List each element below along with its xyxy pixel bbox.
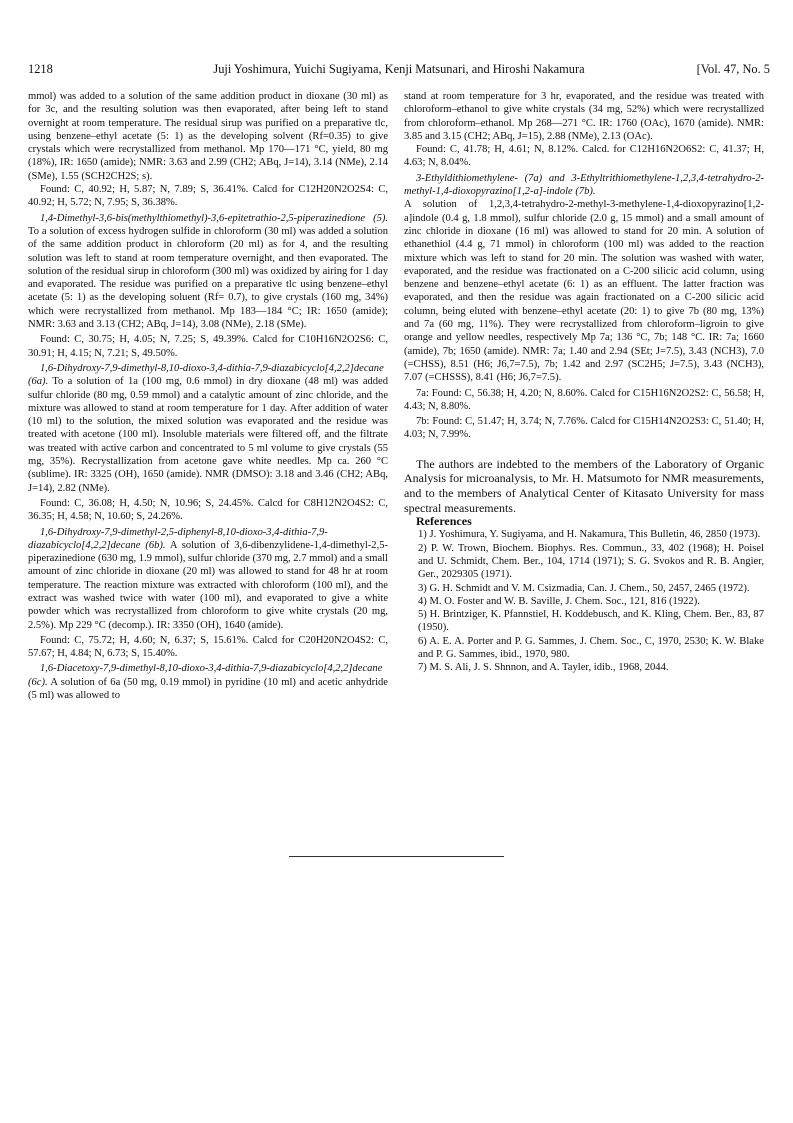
- compound-paragraph: [28, 662, 388, 702]
- compound-paragraph: [28, 526, 388, 632]
- compound-title: 3-Ethyldithiomethylene- (7a) and 3-Ethyltrithiomethylene-1,2,3,4-tetrahydro-2-methyl-1,4-dioxopyrazino[1,2-a]-indole (7b).: [404, 172, 764, 198]
- reference-item: 1) J. Yoshimura, Y. Sugiyama, and H. Nakamura, This Bulletin, 46, 2850 (1973).: [418, 529, 761, 541]
- right-column: [404, 90, 764, 675]
- reference-list: [404, 528, 764, 674]
- reference-item: 6) A. E. A. Porter and P. G. Sammes, J. Chem. Soc., C, 1970, 2530; K. W. Blake and P. G. Sammes, ibid., 1970, 980.: [418, 635, 764, 661]
- reference-item: 3) G. H. Schmidt and V. M. Csizmadia, Can. J. Chem., 50, 2457, 2465 (1972).: [418, 582, 750, 594]
- compound-paragraph: [28, 362, 388, 495]
- compound-procedure: A solution of 6a (50 mg, 0.19 mmol) in pyridine (10 ml) and acetic anhydride (5 ml) was allowed to: [28, 676, 388, 702]
- analysis-paragraph: Found: C, 36.08; H, 4.50; N, 10.96; S, 24.45%. Calcd for C8H12N2O4S2: C, 36.35; H, 4.58; N, 10.60; S, 24.26%.: [28, 497, 388, 523]
- page-number: 1218: [28, 62, 53, 76]
- running-header: [28, 62, 770, 80]
- analysis-paragraph: 7b: Found: C, 51.47; H, 3.74; N, 7.76%. Calcd for C15H14N2O2S3: C, 51.40; H, 4.03; N, 7.99%.: [404, 416, 764, 441]
- acknowledgement: The authors are indebted to the members of the Laboratory of Organic Analysis for microanalysis, to Mr. H. Matsumoto for NMR measurements, and to the members of Analytical Center of Kitasato University for mass spectral measurements.: [404, 456, 764, 515]
- reference-item: 2) P. W. Trown, Biochem. Biophys. Res. Commun., 33, 402 (1968); H. Poisel and U. Schmidt, Chem. Ber., 104, 1714 (1971); S. G. Svokos and R. B. Angier, Ger., 2029305 (1971).: [418, 542, 764, 581]
- analysis-paragraph: Found: C, 40.92; H, 5.87; N, 7.89; S, 36.41%. Calcd for C12H20N2O2S4: C, 40.92; H, 5.72; N, 7.95; S, 36.38%.: [28, 184, 388, 209]
- reference-item: 4) M. O. Foster and W. B. Saville, J. Chem. Soc., 121, 816 (1922).: [418, 595, 700, 607]
- compound-title: 1,6-Dihydroxy-7,9-dimethyl-8,10-dioxo-3,4-dithia-7,9-diazabicyclo[4,2,2]decane (6a).: [28, 362, 384, 388]
- compound-paragraph: [404, 172, 764, 199]
- analysis-paragraph: Found: C, 75.72; H, 4.60; N, 6.37; S, 15.61%. Calcd for C20H20N2O4S2: C, 57.67; H, 4.84; N, 6.73; S, 15.40%.: [28, 634, 388, 660]
- running-title-authors: Juji Yoshimura, Yuichi Sugiyama, Kenji Matsunari, and Hiroshi Nakamura: [213, 62, 585, 76]
- compound-paragraph: [28, 212, 388, 332]
- compound-title: 1,4-Dimethyl-3,6-bis(methylthiomethyl)-3,6-epitetrathio-2,5-piperazinedione (5).: [40, 212, 388, 224]
- reference-item: 7) M. S. Ali, J. S. Shnnon, and A. Tayler, idib., 1968, 2044.: [418, 662, 669, 674]
- compound-procedure: A solution of 1,2,3,4-tetrahydro-2-methyl-3-methylene-1,4-dioxopyrazino[1,2-a]indole (0.4 g, 1.8 mmol), sulfur chloride (2.0 g, 15 mmol) and a small amount of zinc chloride in dioxane (16 ml) was allowed to stand for 20 min. A solution of ethanethiol (4.4 g, 71 mmol) in chloroform (100 ml) was added to the reaction mixture which was left to stand for 20 min. The solution was washed with water, evaporated, and the residue was fractionated on a C-200 silicic acid column, using benzene and benzene–ethyl acetate (6: 1) as an effluent. The latter fraction was evaporated, and then the residue was again fractionated on a C-200 silicic acid column, being eluted with benzene–ethyl acetate (20: 1) to give 7b (80 mg, 13%) and 7a (60 mg, 11%). They were recrystallized from chloroform–ligroin to give orange and yellow needles, respectively Mp 7a; 136 °C, 7b; 148 °C. IR: 7a; 1660 (amide), 7b; 1650 (amide). NMR: 7a; 1.40 and 2.94 (SEt; J=7.5), 3.43 (NCH3), 7.0 (=CHSS), 8.51 (H6; J6,7=7.5), 7b; 1.42 and 2.97 (SC2H5; J=7.5), 3.43 (NCH3), 7.07 (=CHSSS), 8.41 (H6; J6,7=7.5).: [404, 199, 764, 384]
- volume-issue: [Vol. 47, No. 5: [696, 62, 770, 76]
- compound-title: 1,6-Dihydroxy-7,9-dimethyl-2,5-diphenyl-8,10-dioxo-3,4-dithia-7,9-diazabicyclo[4,2,2]decane (6b).: [28, 526, 328, 551]
- compound-procedure: To a solution of 1a (100 mg, 0.6 mmol) in dry dioxane (48 ml) was added sulfur chloride (80 mg, 0.59 mmol) and a catalytic amount of zinc chloride, and the mixture was allowed to stand at room temperature for 1 day. After addition of water (10 ml) to the solution, the mixed solution was evaporated and the residue was treated with acetone (100 ml). Insoluble materials were filtered off, and the filtrate was treated with active carbon and concentrated to 5 ml volume to give crystals (55 mg, 35%). Recrystallization from acetone gave white needles. Mp ca. 260 °C (sublime). IR: 3325 (OH), 1650 (amide). NMR (DMSO): 3.18 and 3.46 (CH2; ABq, J=14), 2.82 (NMe).: [28, 376, 388, 494]
- left-column: [28, 90, 388, 702]
- analysis-paragraph: Found: C, 30.75; H, 4.05; N, 7.25; S, 49.39%. Calcd for C10H16N2O2S6: C, 30.91; H, 4.15; N, 7.21; S, 49.50%.: [28, 334, 388, 359]
- references-heading: References: [416, 514, 472, 529]
- analysis-paragraph: 7a: Found: C, 56.38; H, 4.20; N, 8.60%. Calcd for C15H16N2O2S2: C, 56.58; H, 4.43; N, 8.80%.: [404, 387, 764, 412]
- analysis-paragraph: Found: C, 41.78; H, 4.61; N, 8.12%. Calcd. for C12H16N2O6S2: C, 41.37; H, 4.63; N, 8.04%.: [404, 144, 764, 169]
- reference-item: 5) H. Brintziger, K. Pfannstiel, H. Koddebusch, and K. Kling, Chem. Ber., 83, 87 (1950).: [418, 609, 764, 634]
- compound-procedure: To a solution of excess hydrogen sulfide in chloroform (30 ml) was added a solution of the same addition product in chloroform (20 ml) as for 4, and the resulting solution was left to stand at room temperature overnight, and then evaporated. The solution of the residual sirup in chloroform (300 ml) was oxidized by airing for 1 day and evaporated. The residue was purified on a preparative tlc using benzene–ethyl acetate (5: 1) as the developing soluent (Rf= 0.7), to give crystals (160 mg, 34%) which were recrystallized from methanol. Mp 183—184 °C; IR: 1650 (amide); NMR: 3.63 and 3.13 (CH2; ABq, J=14), 3.08 (NMe), 2.18 (SMe).: [28, 225, 388, 331]
- compound-title: 1,6-Diacetoxy-7,9-dimethyl-8,10-dioxo-3,4-dithia-7,9-diazabicyclo[4,2,2]decane (6c).: [28, 663, 383, 688]
- paragraph: stand at room temperature for 3 hr, evaporated, and the residue was treated with chloroform–ethanol to give white crystals (34 mg, 52%) which were recrystallized from chloroform–ethanol. Mp 268—271 °C. IR: 1760 (OAc), 1670 (amide). NMR: 3.85 and 3.15 (CH2; ABq, J=15), 2.88 (NMe), 2.13 (OAc).: [404, 91, 764, 142]
- end-rule: [289, 856, 504, 857]
- paragraph: mmol) was added to a solution of the same addition product in dioxane (30 ml) as for 3c, and the resulting solution was then evaporated, after being left to stand overnight at room temperature. The residual sirup was purified on a preparative tlc, using benzene–ethyl acetate (5: 1) as the developing solvent (Rf=0.35) to give crystals which were recrystallized from methanol. Mp 170—171 °C, yield, 80 mg (18%), IR: 1650 (amide); NMR: 3.63 and 2.99 (CH2; ABq, J=14), 3.14 (NMe), 2.14 (SMe), 1.55 (SCH2CH2S; s).: [28, 91, 388, 182]
- compound-procedure: A solution of 3,6-dibenzylidene-1,4-dimethyl-2,5-piperazinedione (630 mg, 1.9 mmol), sulfur chloride (370 mg, 2.7 mmol) and a small amount of zinc chloride in dioxane (20 ml) was allowed to stand for 48 hr at room temperature. The reaction mixture was extracted with chloroform (100 ml), and the extract was washed twice with water (100 ml), and evaporated to give a white powder which was recrystallized from chloroform to give white crystals (20 mg, 2.5%). Mp 229 °C (decomp.). IR: 3350 (OH), 1640 (amide).: [28, 539, 388, 631]
